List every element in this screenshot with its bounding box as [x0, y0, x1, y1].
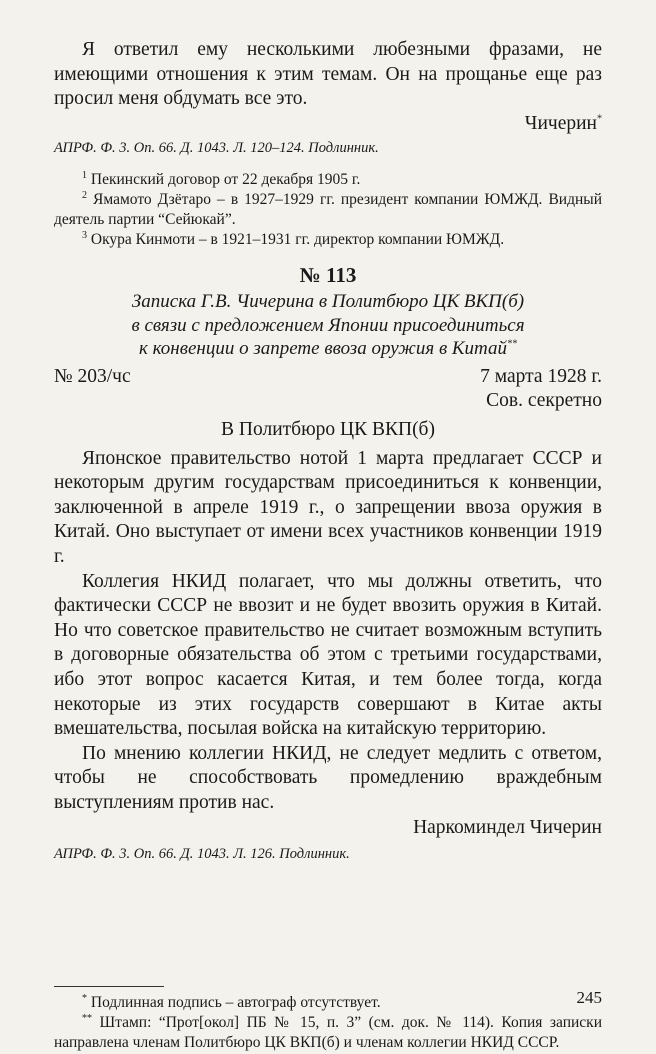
- document-meta: [54, 365, 602, 390]
- document-classification: Сов. секретно: [486, 390, 602, 412]
- intro-paragraph: Я ответил ему несколькими любезными фразами, не имеющими отношения к этим темам. Он на прощанье еще раз просил меня обдумать все это.: [54, 39, 602, 110]
- footnotes: [54, 986, 602, 1053]
- page-number: 245: [576, 988, 602, 1007]
- document-title-line: к конвенции о запрете ввоза оружия в Китай**: [138, 338, 518, 360]
- document-title-line: в связи с предложением Японии присоединиться: [131, 314, 525, 336]
- document-addressee: В Политбюро ЦК ВКП(б): [221, 419, 435, 441]
- footnote-divider: [54, 986, 164, 987]
- endnote-1: $^1$ Пекинский договор от 22 декабря 1905 г.: [82, 170, 361, 189]
- footnote-mark: *: [597, 113, 602, 125]
- body-paragraph: Коллегия НКИД полагает, что мы должны ответить, что фактически СССР не ввозит и не будет ввозить оружия в Китай. Но что советское правительство не считает возможным вступить в договорные обязательства об этом с третьими государствами, ибо этот вопрос касается Китая, и тем более тогда, когда некоторые из этих государств совершают в Китае акты вмешательства, посылая войска на китайскую территорию.: [54, 570, 602, 740]
- document-date: 7 марта 1928 г.: [480, 365, 602, 387]
- page-content: [54, 38, 602, 1053]
- intro-signature: Чичерин*: [524, 112, 602, 134]
- endnotes: [54, 170, 602, 250]
- document-ref: № 203/чс: [54, 365, 131, 387]
- document-source: АПРФ. Ф. 3. Оп. 66. Д. 1043. Л. 126. Подлинник.: [54, 846, 350, 863]
- footnote-mark: **: [507, 339, 518, 351]
- document-signature: Наркоминдел Чичерин: [413, 816, 602, 838]
- intro-source: АПРФ. Ф. 3. Оп. 66. Д. 1043. Л. 120–124. Подлинник.: [54, 140, 379, 157]
- document-number: № 113: [299, 263, 357, 288]
- footnote-2: ** Штамп: “Прот[окол] ПБ № 15, п. 3” (см. док. № 114). Копия записки направлена членам Политбюро ЦК ВКП(б) и членам коллегии НКИД СССР.: [54, 1013, 602, 1052]
- document-body: [54, 447, 602, 816]
- footnote-1: * Подлинная подпись – автограф отсутствует.: [82, 993, 381, 1012]
- document-title-line: Записка Г.В. Чичерина в Политбюро ЦК ВКП(б): [131, 291, 525, 313]
- body-paragraph: По мнению коллегии НКИД, не следует медлить с ответом, чтобы не способствовать промедлению враждебным выступлениям против нас.: [54, 742, 602, 813]
- body-paragraph: Японское правительство нотой 1 марта предлагает СССР и некоторым другим государствам присоединиться к конвенции, заключенной в апреле 1919 г., о запрещении ввоза оружия в Китай. Оно выступает от имени всех участников конвенции 1919 г.: [54, 447, 602, 568]
- endnote-2: $^2$ Ямамото Дзётаро – в 1927–1929 гг. президент компании ЮМЖД. Видный деятель партии “Сейюкай”.: [54, 190, 602, 229]
- document-title: [54, 290, 602, 361]
- endnote-3: $^3$ Окура Кинмоти – в 1921–1931 гг. директор компании ЮМЖД.: [82, 230, 505, 249]
